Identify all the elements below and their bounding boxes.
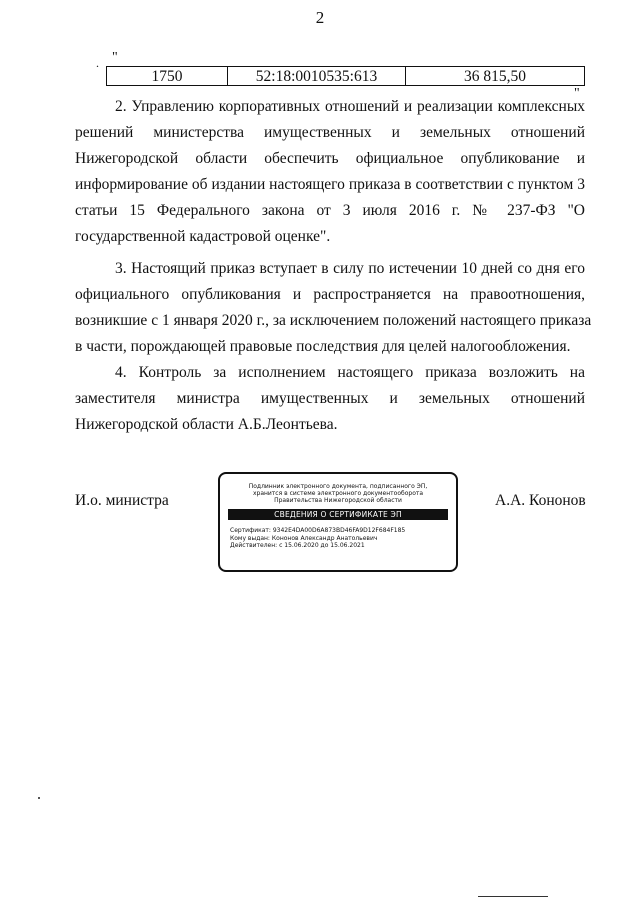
stamp-issued-row bbox=[230, 535, 456, 543]
cadastral-value-cell: 36 815,50 bbox=[406, 67, 585, 86]
paragraph-2-line: информирование об издании настоящего приказа в соответствии с пунктом 3 bbox=[75, 176, 585, 193]
paragraph-2-line: статьи 15 Федерального закона от 3 июля 2016 г. № 237-ФЗ "О bbox=[75, 202, 585, 219]
paragraph-4-line: заместителя министра имущественных и земельных отношений bbox=[75, 390, 585, 407]
issued-to-label: Кому выдан: bbox=[230, 534, 270, 542]
paragraph-2 bbox=[75, 94, 585, 250]
stamp-details bbox=[230, 527, 456, 550]
paragraph-3-line: 3. Настоящий приказ вступает в силу по истечении 10 дней со дня его bbox=[115, 260, 585, 277]
cadastral-table bbox=[106, 66, 585, 86]
paragraph-4-line: Нижегородской области А.Б.Леонтьева. bbox=[75, 416, 338, 433]
stamp-header-line: Подлинник электронного документа, подписанного ЭП, bbox=[248, 483, 428, 490]
signatory-title: И.о. министра bbox=[75, 492, 169, 509]
issued-to-value: Кононов Александр Анатольевич bbox=[271, 534, 378, 542]
stamp-certificate-bar: СВЕДЕНИЯ О СЕРТИФИКАТЕ ЭП bbox=[228, 509, 448, 520]
paragraph-2-line: государственной кадастровой оценке". bbox=[75, 228, 331, 245]
paragraph-2-line: 2. Управлению корпоративных отношений и реализации комплексных bbox=[115, 98, 585, 115]
table-open-quote: " bbox=[112, 50, 118, 65]
margin-dot: . bbox=[96, 56, 99, 70]
table-row bbox=[107, 67, 585, 86]
signatory-name: А.А. Кононов bbox=[495, 492, 586, 509]
page-number: 2 bbox=[315, 8, 325, 27]
paragraph-2-line: решений министерства имущественных и земельных отношений bbox=[75, 124, 585, 141]
stamp-header-line: Правительства Нижегородской области bbox=[274, 497, 402, 504]
paragraph-3 bbox=[75, 256, 592, 360]
stamp-certificate-row bbox=[230, 527, 456, 535]
paragraph-2-line: Нижегородской области обеспечить официальное опубликование и bbox=[75, 150, 585, 167]
paragraph-3-line: возникшие с 1 января 2020 г., за исключением положений настоящего приказа bbox=[75, 312, 592, 329]
stamp-header bbox=[220, 483, 456, 504]
stamp-valid-row bbox=[230, 542, 456, 550]
paragraph-3-line: в части, порождающей правовые последствия для целей налогообложения. bbox=[75, 338, 571, 355]
cadastral-number-cell: 52:18:0010535:613 bbox=[228, 67, 406, 86]
electronic-signature-stamp bbox=[218, 472, 458, 572]
paragraph-4-line: 4. Контроль за исполнением настоящего приказа возложить на bbox=[115, 364, 585, 381]
certificate-value: 9342E4DA00D6A873BD46FA9D12F684F185 bbox=[272, 527, 406, 534]
paragraph-4 bbox=[75, 360, 585, 438]
valid-value: с 15.06.2020 до 15.06.2021 bbox=[279, 542, 365, 549]
stamp-header-line: хранится в системе электронного документооборота bbox=[252, 490, 424, 497]
row-number-cell: 1750 bbox=[107, 67, 228, 86]
table-close-quote: " bbox=[574, 86, 580, 101]
paragraph-3-line: официального опубликования и распространяется на правоотношения, bbox=[75, 286, 585, 303]
bottom-rule bbox=[478, 896, 548, 897]
scan-speck bbox=[38, 797, 40, 799]
certificate-label: Сертификат: bbox=[230, 527, 271, 534]
valid-label: Действителен: bbox=[230, 542, 278, 549]
